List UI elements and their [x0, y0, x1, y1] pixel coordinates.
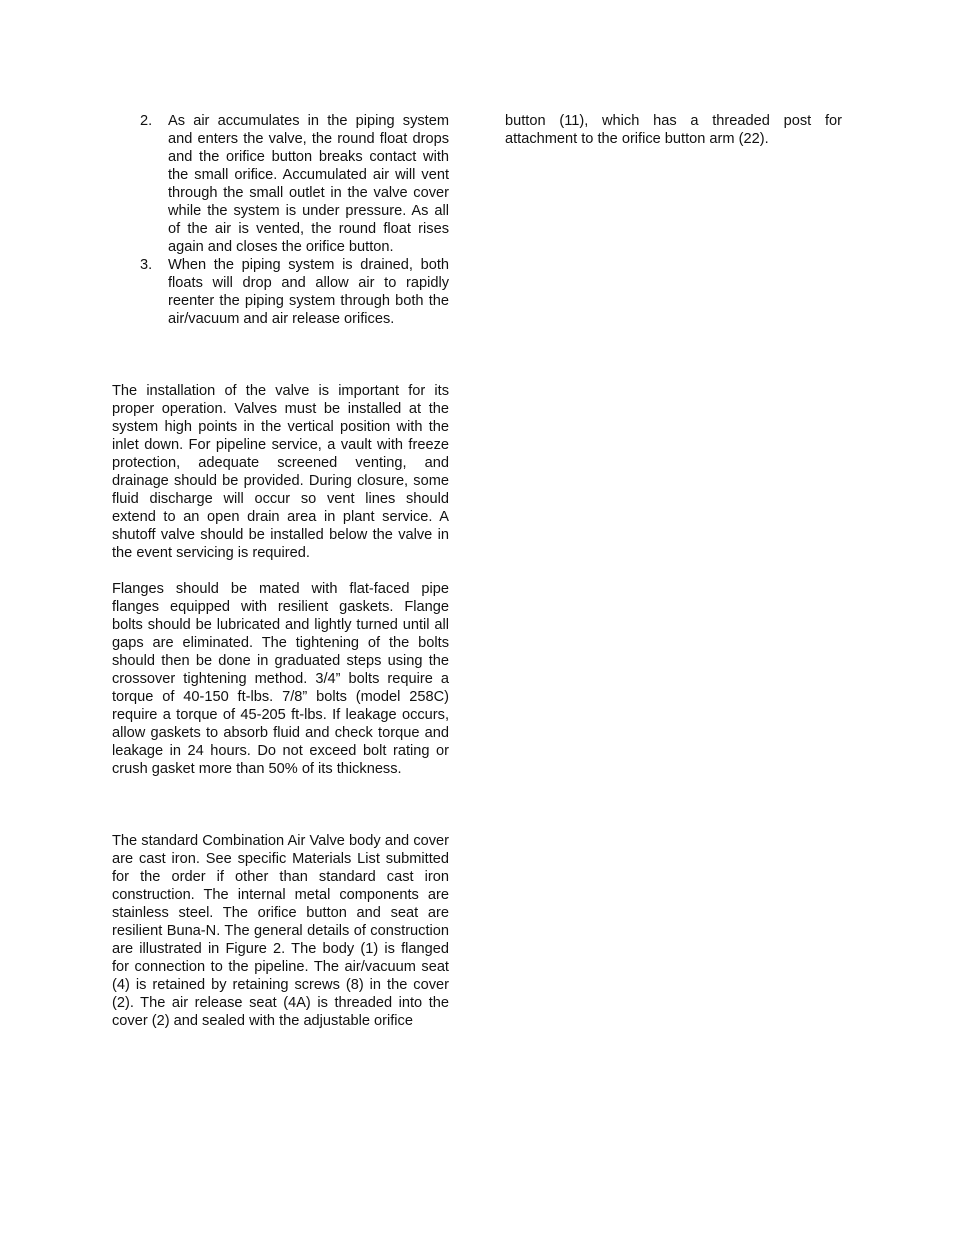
installation-paragraph-2: Flanges should be mated with flat-faced pipe flanges equipped with resilient gaskets. Flange bolts should be lubricated and lightly turned until all gaps are eliminated. The tightening of the bolts should then be done in graduated steps using the crossover tightening method. 3/4” bolts require a torque of 40-150 ft-lbs. 7/8” bolts (model 258C) require a torque of 45-205 ft-lbs. If leakage occurs, allow gaskets to absorb fluid and check torque and leakage in 24 hours. Do not exceed bolt rating or crush gasket more than 50% of its thickness. [112, 581, 449, 777]
construction-paragraph-left: The standard Combination Air Valve body and cover are cast iron. See specific Materials List submitted for the order if other than standard cast iron construction. The internal metal components are stainless steel. The orifice button and seat are resilient Buna-N. The general details of construction are illustrated in Figure 2. The body (1) is flanged for connection to the pipeline. The air/vacuum seat (4) is retained by retaining screws (8) in the cover (2). The air release seat (4A) is threaded into the cover (2) and sealed with the adjustable orifice [112, 833, 449, 1029]
list-item [112, 256, 449, 328]
list-item-number: 2. [140, 113, 153, 129]
operation-steps-list [112, 112, 449, 328]
right-column [505, 112, 842, 148]
installation-paragraph-1: The installation of the valve is important for its proper operation. Valves must be installed at the system high points in the vertical position with the inlet down. For pipeline service, a vault with freeze protection, adequate screened venting, and drainage should be provided. During closure, some fluid discharge will occur so vent lines should extend to an open drain area in plant service. A shutoff valve should be installed below the valve in the event servicing is required. [112, 383, 449, 561]
paragraph-gap [112, 562, 449, 580]
section-gap [112, 778, 449, 832]
section-gap [112, 328, 449, 382]
construction-paragraph-right: button (11), which has a threaded post for attachment to the orifice button arm (22). [505, 113, 842, 147]
list-item-text: When the piping system is drained, both floats will drop and allow air to rapidly reenter the piping system through both the air/vacuum and air release orifices. [168, 257, 449, 327]
left-column [112, 112, 449, 1030]
list-item-text: As air accumulates in the piping system and enters the valve, the round float drops and the orifice button breaks contact with the small orifice. Accumulated air will vent through the small outlet in the valve cover while the system is under pressure. As all of the air is vented, the round float rises again and closes the orifice button. [168, 113, 449, 255]
list-item [112, 112, 449, 256]
list-item-number: 3. [140, 257, 153, 273]
